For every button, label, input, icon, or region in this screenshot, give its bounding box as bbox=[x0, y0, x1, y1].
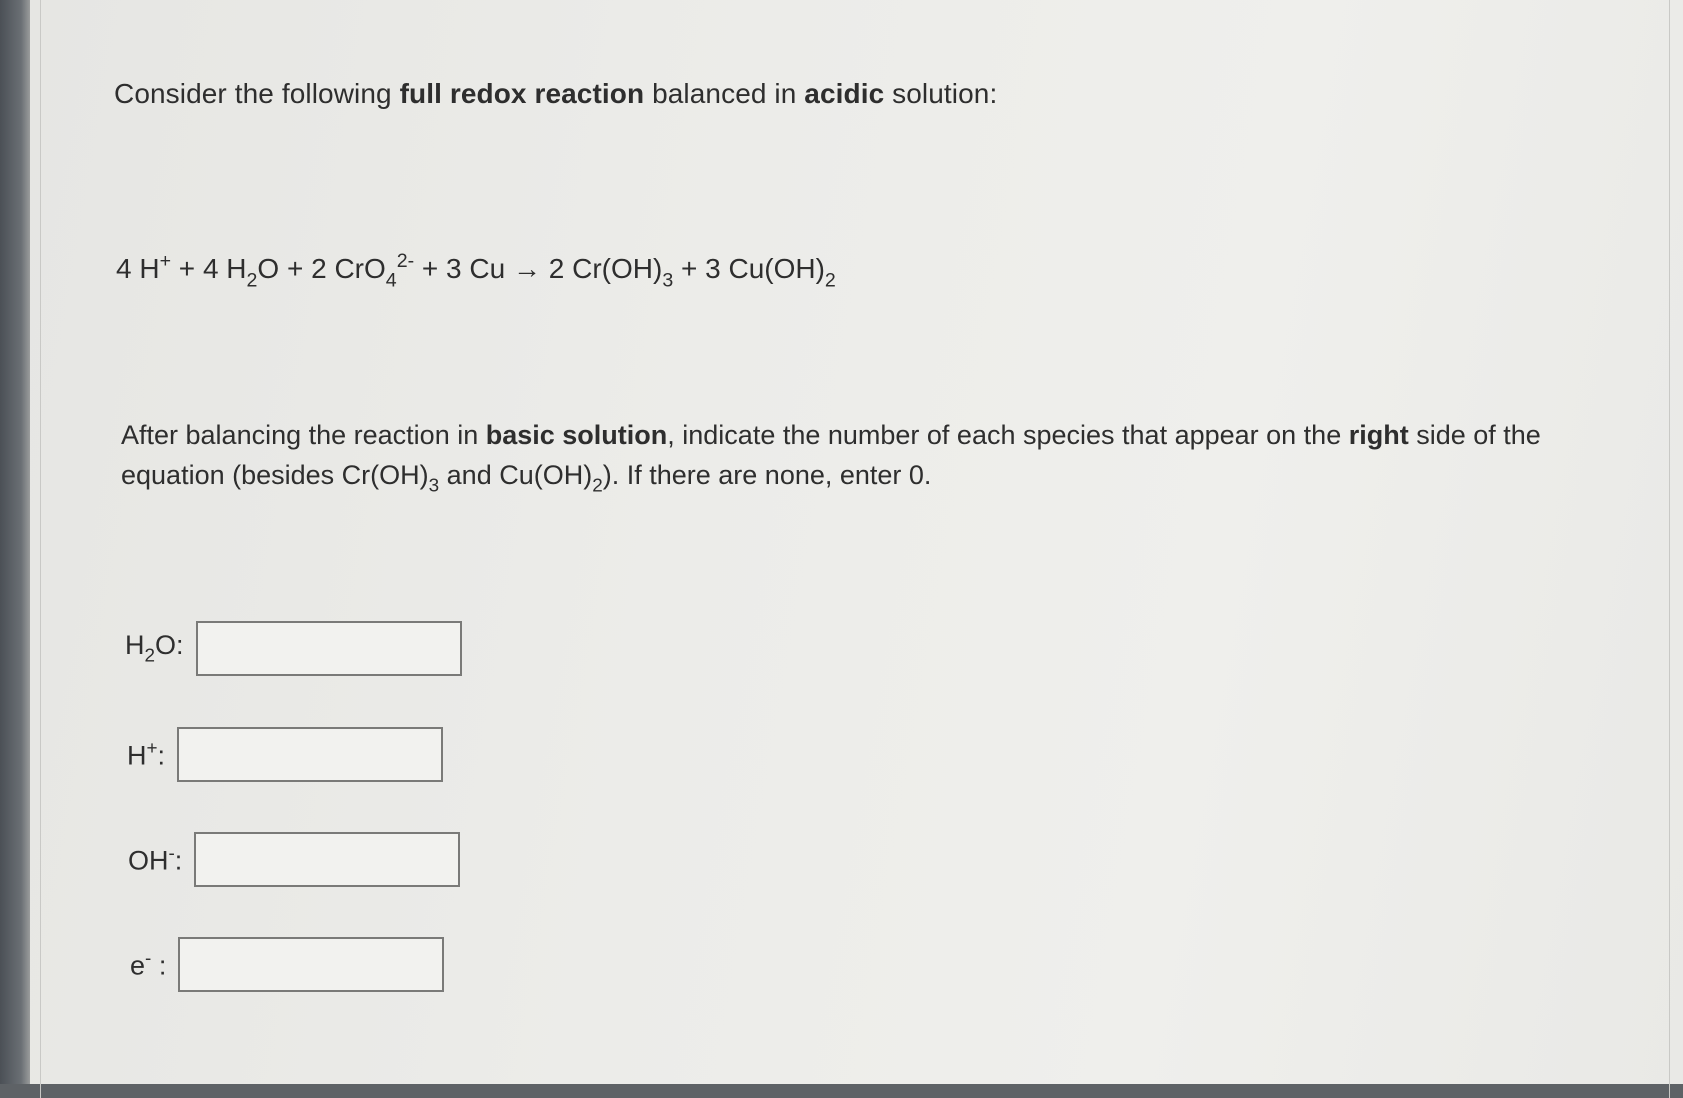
q-text: side of the equation (besides Cr(OH) bbox=[121, 420, 1541, 490]
q-text: , indicate the number of each species that appear on the bbox=[667, 420, 1349, 450]
field-row-electron bbox=[130, 937, 444, 992]
label-sub: 2 bbox=[144, 645, 156, 667]
q-bold-right: right bbox=[1348, 420, 1409, 450]
oh-minus-input[interactable] bbox=[194, 832, 460, 887]
eq-text: + 3 Cu → 2 Cr(OH) bbox=[414, 252, 663, 284]
screen-edge bbox=[0, 0, 30, 1084]
q-sub: 3 bbox=[428, 475, 440, 497]
h-plus-label bbox=[127, 738, 165, 771]
question-text bbox=[121, 415, 1591, 495]
eq-sup: 2- bbox=[396, 250, 415, 272]
q-text: ). If there are none, enter 0. bbox=[602, 460, 932, 490]
label-text: OH bbox=[128, 845, 169, 876]
eq-sub: 4 bbox=[385, 269, 397, 292]
intro-part: Consider the following bbox=[114, 78, 400, 109]
intro-text bbox=[114, 78, 997, 110]
label-text: H bbox=[127, 740, 147, 771]
label-text: O: bbox=[155, 629, 184, 660]
eq-sup: + bbox=[159, 250, 172, 272]
h2o-label bbox=[125, 630, 184, 668]
eq-text: + 3 Cu(OH) bbox=[673, 252, 825, 284]
q-text: and Cu(OH) bbox=[439, 460, 593, 490]
q-bold-basic-solution: basic solution bbox=[485, 420, 668, 450]
q-sub: 2 bbox=[592, 475, 603, 497]
intro-part: balanced in bbox=[644, 78, 805, 109]
q-text: After balancing the reaction in bbox=[121, 420, 486, 450]
label-sup: - bbox=[168, 842, 175, 864]
label-text: e bbox=[130, 950, 146, 981]
intro-part: solution: bbox=[884, 78, 998, 109]
page bbox=[30, 0, 1683, 1084]
electron-label bbox=[130, 948, 166, 981]
eq-text: + 4 H bbox=[171, 252, 247, 284]
eq-sub: 2 bbox=[824, 269, 836, 292]
field-row-h-plus bbox=[127, 727, 443, 782]
label-sup: + bbox=[146, 737, 158, 759]
field-row-h2o bbox=[125, 621, 462, 676]
field-row-oh-minus bbox=[128, 832, 460, 887]
redox-equation bbox=[116, 250, 836, 293]
h2o-input[interactable] bbox=[196, 621, 462, 676]
eq-sub: 2 bbox=[246, 269, 258, 292]
electron-input[interactable] bbox=[178, 937, 444, 992]
eq-sub: 3 bbox=[662, 269, 674, 292]
label-text: : bbox=[157, 740, 166, 771]
h-plus-input[interactable] bbox=[177, 727, 443, 782]
label-text: H bbox=[125, 629, 145, 660]
label-text: : bbox=[174, 845, 183, 876]
oh-minus-label bbox=[128, 843, 182, 876]
label-text: : bbox=[151, 950, 167, 981]
label-sup: - bbox=[145, 947, 152, 969]
question-panel bbox=[40, 0, 1670, 1098]
intro-bold-acidic: acidic bbox=[804, 78, 885, 109]
eq-text: 4 H bbox=[116, 252, 160, 284]
intro-bold-full-redox: full redox reaction bbox=[399, 78, 645, 109]
eq-text: O + 2 CrO bbox=[257, 252, 386, 284]
